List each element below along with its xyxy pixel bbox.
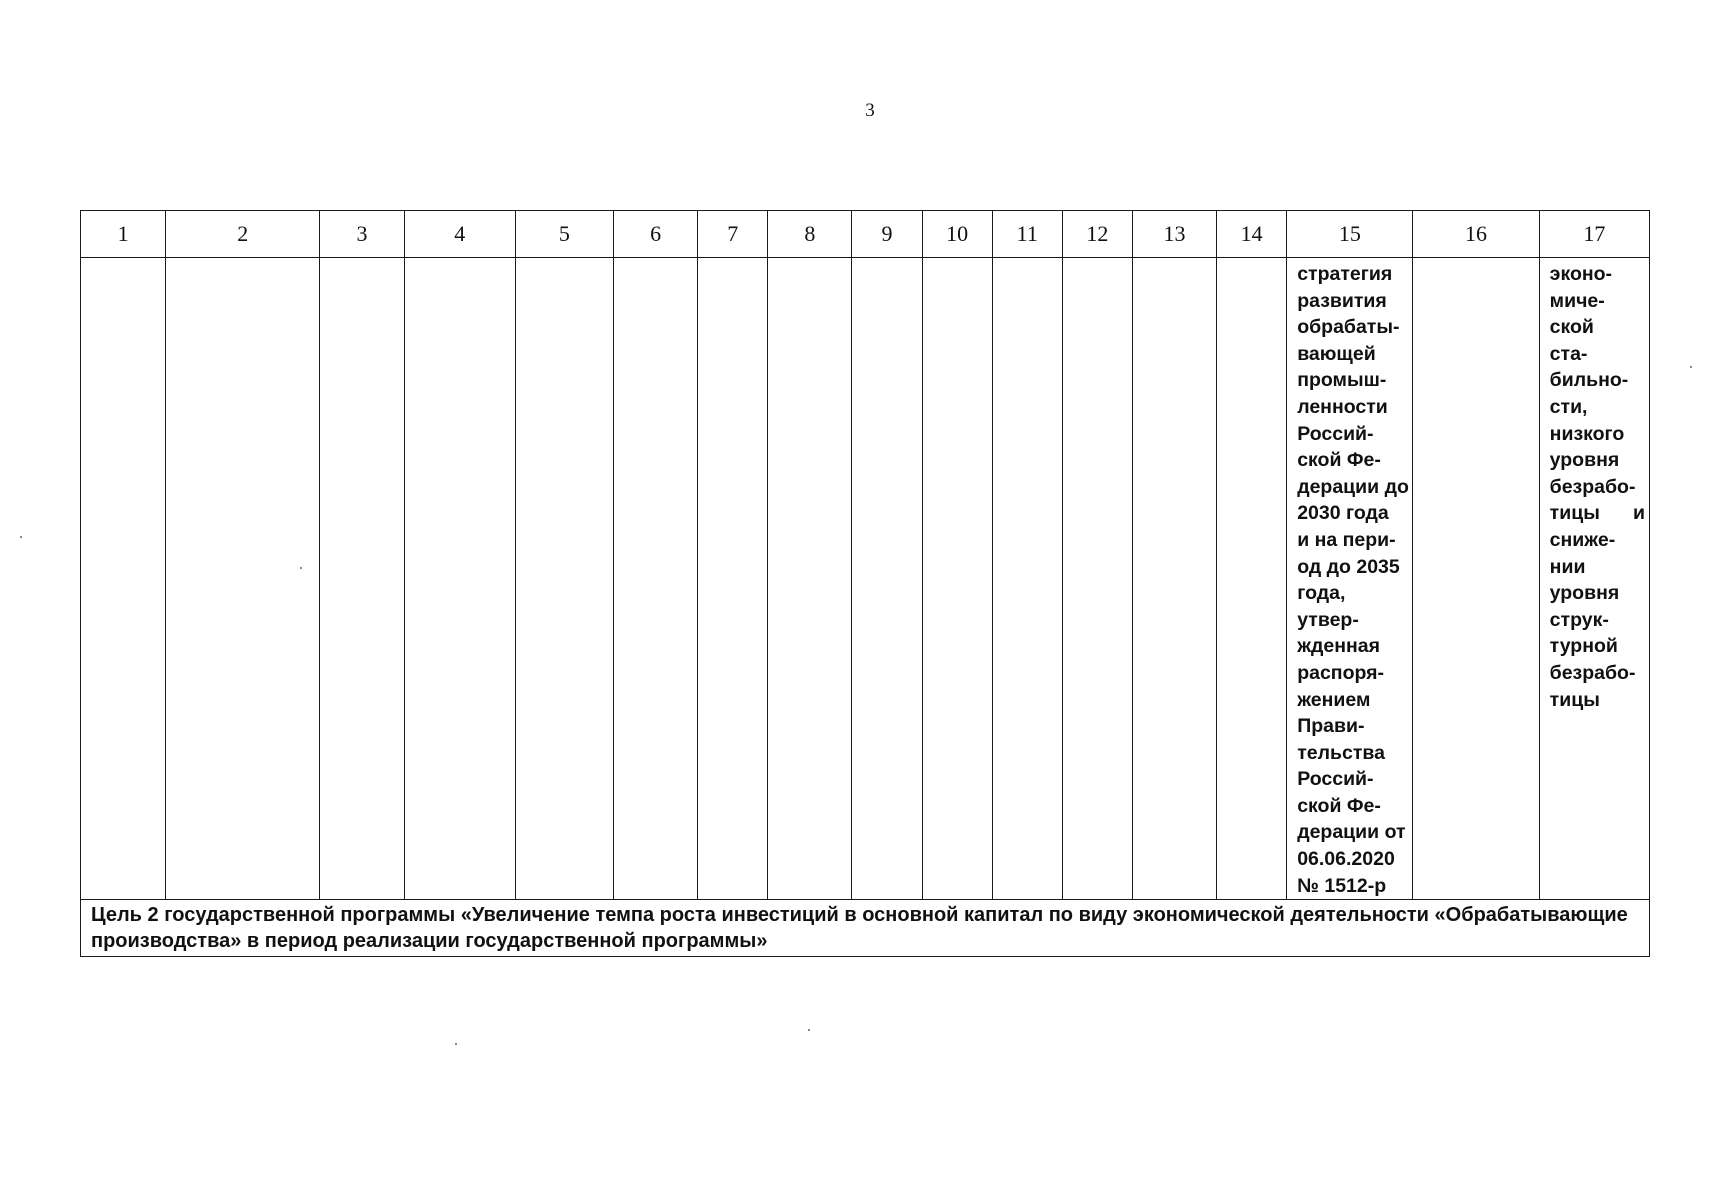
table-cell-empty (613, 258, 697, 900)
cell-text-line: эконо- (1549, 263, 1613, 285)
cell-text-line: вающей (1297, 342, 1376, 365)
cell-text-line: тицы (1549, 688, 1600, 711)
cell-text-line: ской Фе- (1297, 794, 1381, 817)
cell-text-line: тельства (1297, 741, 1385, 764)
cell-text-line: утвер- (1297, 608, 1359, 631)
cell-text-line: жденная (1297, 635, 1381, 658)
cell-text-line: и на пери- (1297, 528, 1396, 551)
column-header: 6 (613, 211, 697, 258)
scan-speck (20, 536, 22, 538)
goal-2-text: Цель 2 государственной программы «Увеличение темпа роста инвестиций в основной капитал по виду экономической деятельности «Обрабатывающие производства» в период реализации государственной программы» (81, 900, 1650, 957)
column-header: 9 (852, 211, 922, 258)
table-cell-empty (515, 258, 613, 900)
table-cell-empty (1062, 258, 1132, 900)
table-cell-empty (768, 258, 852, 900)
cell-text-line: низкого (1549, 422, 1625, 445)
page-number: 3 (865, 100, 875, 121)
column-header: 16 (1413, 211, 1539, 258)
column-header: 5 (515, 211, 613, 258)
table-row (81, 258, 1650, 900)
table-cell-empty (81, 258, 166, 900)
cell-text-line: струк- (1549, 608, 1609, 631)
strategy-document-text (1287, 258, 1412, 899)
column-header: 4 (404, 211, 515, 258)
cell-text-line: уровня (1549, 449, 1620, 472)
table-cell-empty (320, 258, 404, 900)
goal-row (81, 900, 1650, 957)
cell-text-line: года, (1297, 582, 1346, 605)
column-header: 13 (1132, 211, 1216, 258)
cell-text-line: № 1512-р (1297, 874, 1387, 897)
column-header: 10 (922, 211, 992, 258)
cell-text-line: ленности (1297, 395, 1388, 418)
cell-text-line: промыш- (1297, 369, 1387, 392)
scan-speck (455, 1043, 457, 1045)
cell-text-line: миче- (1549, 289, 1605, 312)
table-cell-empty (852, 258, 922, 900)
cell-text-line: уровня (1549, 582, 1620, 605)
cell-text-line: стратегия (1297, 263, 1393, 285)
column-header: 11 (992, 211, 1062, 258)
cell-text-line: развития (1297, 289, 1387, 312)
table-cell-empty (992, 258, 1062, 900)
table-cell-empty (166, 258, 320, 900)
column-header: 14 (1217, 211, 1287, 258)
scan-speck (1690, 366, 1692, 368)
cell-text-line: турной (1549, 635, 1618, 658)
cell-text-line: распоря- (1297, 661, 1385, 684)
scan-speck (808, 1029, 810, 1031)
cell-text-line: дерации от (1297, 821, 1406, 844)
cell-text-line: ста- (1549, 342, 1588, 365)
cell-text-line: 06.06.2020 (1297, 848, 1395, 871)
table-cell-col17 (1539, 258, 1649, 900)
cell-text-line: Россий- (1297, 768, 1374, 791)
data-table (80, 210, 1650, 957)
column-header: 7 (698, 211, 768, 258)
table-cell-empty (404, 258, 515, 900)
cell-text-line: сти, (1549, 395, 1588, 418)
table-cell-empty (1413, 258, 1539, 900)
cell-text-line: дерации до (1297, 475, 1409, 498)
column-header: 8 (768, 211, 852, 258)
column-header: 2 (166, 211, 320, 258)
scan-speck (300, 567, 302, 569)
cell-text-line: жением (1297, 688, 1371, 711)
cell-text-line: тицы и (1549, 502, 1645, 525)
table-cell-col15 (1287, 258, 1413, 900)
column-header: 1 (81, 211, 166, 258)
cell-text-line: обрабаты- (1297, 316, 1400, 339)
column-header: 15 (1287, 211, 1413, 258)
cell-text-line: безрабо- (1549, 661, 1636, 684)
cell-text-line: ской Фе- (1297, 449, 1381, 472)
column-number-row (81, 211, 1650, 258)
column-header: 12 (1062, 211, 1132, 258)
column-header: 3 (320, 211, 404, 258)
cell-text-line: 2030 года (1297, 502, 1389, 525)
table-cell-empty (922, 258, 992, 900)
cell-text-line: од до 2035 (1297, 555, 1400, 578)
economic-stability-text (1540, 258, 1649, 713)
cell-text-line: нии (1549, 555, 1586, 578)
cell-text-line: ской (1549, 316, 1594, 339)
column-header: 17 (1539, 211, 1649, 258)
cell-text-line: сниже- (1549, 528, 1616, 551)
cell-text-line: безрабо- (1549, 475, 1636, 498)
cell-text-line: Россий- (1297, 422, 1374, 445)
table-cell-empty (1217, 258, 1287, 900)
table-cell-empty (1132, 258, 1216, 900)
cell-text-line: бильно- (1549, 369, 1629, 392)
table-cell-empty (698, 258, 768, 900)
cell-text-line: Прави- (1297, 715, 1365, 738)
